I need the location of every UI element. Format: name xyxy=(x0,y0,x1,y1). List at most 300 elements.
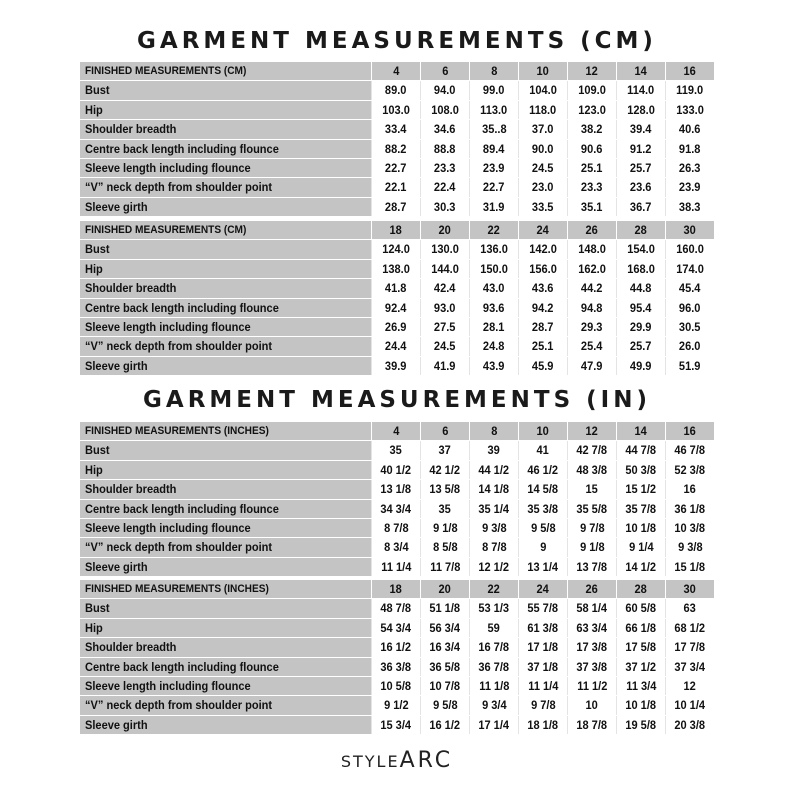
measurement-label xyxy=(80,519,371,537)
measurement-value-text: 9 7/8 xyxy=(530,698,556,713)
size-header-12 xyxy=(567,62,616,80)
size-header-text: 20 xyxy=(438,223,452,237)
measurement-label-text: Bust xyxy=(85,83,110,98)
measurement-value xyxy=(469,599,518,617)
measurement-label-text: Shoulder breadth xyxy=(85,281,177,296)
table-row xyxy=(80,519,714,538)
measurement-value-text: 12 1/2 xyxy=(478,559,510,574)
measurement-value-text: 9 1/8 xyxy=(432,520,458,535)
measurement-label-text: “V” neck depth from shoulder point xyxy=(85,339,273,354)
measurement-value-text: 41 xyxy=(536,443,550,458)
measurement-value-text: 22.7 xyxy=(385,160,407,175)
measurement-label xyxy=(80,558,371,576)
measurement-value xyxy=(371,696,420,714)
measurement-value xyxy=(469,101,518,119)
measurement-label-text: Sleeve length including flounce xyxy=(85,678,251,693)
measurement-value-text: 43.0 xyxy=(483,281,505,296)
measurement-label xyxy=(80,159,371,177)
measurement-value xyxy=(371,441,420,459)
measurement-label-text: Hip xyxy=(85,102,103,117)
table-row xyxy=(80,638,714,657)
table-row xyxy=(80,101,714,120)
size-header-18 xyxy=(371,221,420,239)
measurement-value xyxy=(616,159,665,177)
size-header-4 xyxy=(371,62,420,80)
measurement-value xyxy=(420,159,469,177)
measurement-value-text: 10 7/8 xyxy=(429,678,461,693)
measurement-value-text: 10 1/8 xyxy=(625,698,657,713)
measurement-value-text: 39.4 xyxy=(630,122,652,137)
measurement-label xyxy=(80,677,371,695)
measurement-value xyxy=(420,519,469,537)
measurement-value xyxy=(567,519,616,537)
measurement-value-text: 13 1/8 xyxy=(380,482,412,497)
measurement-value-text: 94.0 xyxy=(434,83,456,98)
measurement-label-text: Centre back length including flounce xyxy=(85,141,279,156)
measurement-value-text: 28.7 xyxy=(385,199,407,214)
measurement-value xyxy=(665,240,714,258)
measurement-label xyxy=(80,120,371,138)
measurement-value-text: 29.9 xyxy=(630,319,652,334)
measurement-value xyxy=(420,198,469,216)
size-header-text: 12 xyxy=(585,424,599,438)
measurement-label xyxy=(80,599,371,617)
measurement-value-text: 22.7 xyxy=(483,180,505,195)
measurement-value-text: 15 1/8 xyxy=(674,559,706,574)
measurement-value xyxy=(567,441,616,459)
header-label xyxy=(80,580,371,598)
measurement-value-text: 90.0 xyxy=(532,141,554,156)
measurement-value-text: 36.7 xyxy=(630,199,652,214)
size-header-text: 12 xyxy=(585,64,599,78)
measurement-label-text: “V” neck depth from shoulder point xyxy=(85,180,273,195)
measurement-value-text: 17 1/4 xyxy=(478,717,510,732)
measurement-label-text: Hip xyxy=(85,620,103,635)
measurement-value-text: 138.0 xyxy=(382,261,410,276)
measurement-value-text: 119.0 xyxy=(676,83,704,98)
table-row xyxy=(80,696,714,715)
measurement-value xyxy=(665,538,714,556)
table-row xyxy=(80,480,714,499)
measurement-value xyxy=(371,677,420,695)
measurement-value-text: 113.0 xyxy=(480,102,508,117)
measurement-value xyxy=(665,299,714,317)
measurement-value xyxy=(420,140,469,158)
measurement-value-text: 44 7/8 xyxy=(625,443,657,458)
measurement-value xyxy=(665,500,714,518)
measurement-value-text: 9 1/4 xyxy=(628,540,654,555)
header-label xyxy=(80,221,371,239)
measurement-label-text: Shoulder breadth xyxy=(85,122,177,137)
measurement-label-text: Shoulder breadth xyxy=(85,482,177,497)
measurement-value-text: 40 1/2 xyxy=(380,462,412,477)
measurement-label xyxy=(80,461,371,479)
measurement-value xyxy=(665,519,714,537)
measurement-value-text: 39.9 xyxy=(385,358,407,373)
measurement-value xyxy=(420,279,469,297)
table-row xyxy=(80,599,714,618)
measurement-value-text: 16 1/2 xyxy=(380,640,412,655)
size-header-text: 10 xyxy=(536,424,550,438)
measurement-value-text: 35.1 xyxy=(581,199,603,214)
measurement-value-text: 37 xyxy=(438,443,452,458)
measurement-value xyxy=(469,299,518,317)
size-header-text: 30 xyxy=(683,223,697,237)
measurement-value xyxy=(371,337,420,355)
style-arc-logo xyxy=(0,748,794,773)
measurement-value-text: 50 3/8 xyxy=(625,462,657,477)
measurement-value xyxy=(518,619,567,637)
measurement-value xyxy=(567,357,616,375)
measurement-value xyxy=(518,178,567,196)
measurement-label-text: Sleeve girth xyxy=(85,717,148,732)
measurement-value-text: 15 xyxy=(585,482,599,497)
size-header-text: 22 xyxy=(487,223,501,237)
measurement-value xyxy=(616,716,665,734)
measurement-value xyxy=(371,538,420,556)
measurement-value-text: 8 7/8 xyxy=(383,520,409,535)
measurement-value xyxy=(616,500,665,518)
measurement-value xyxy=(371,357,420,375)
measurement-value-text: 10 1/4 xyxy=(674,698,706,713)
measurement-value xyxy=(616,696,665,714)
measurement-value xyxy=(567,619,616,637)
measurement-value-text: 43.9 xyxy=(483,358,505,373)
measurement-value-text: 53 1/3 xyxy=(478,601,510,616)
size-header-text: 16 xyxy=(683,424,697,438)
measurement-label xyxy=(80,716,371,734)
measurement-label-text: Sleeve girth xyxy=(85,358,148,373)
measurement-value xyxy=(518,159,567,177)
table-header-row xyxy=(80,221,714,240)
measurement-value xyxy=(567,658,616,676)
measurement-value-text: 133.0 xyxy=(676,102,704,117)
size-header-text: 14 xyxy=(634,424,648,438)
size-header-text: 18 xyxy=(389,223,403,237)
measurement-value-text: 30.3 xyxy=(434,199,456,214)
measurement-value-text: 44.2 xyxy=(581,281,603,296)
measurement-value-text: 37 1/8 xyxy=(527,659,559,674)
measurement-value-text: 95.4 xyxy=(630,300,652,315)
measurement-value-text: 9 5/8 xyxy=(530,520,556,535)
table-header-row xyxy=(80,422,714,441)
measurement-value-text: 11 1/8 xyxy=(478,678,510,693)
measurement-value-text: 15 3/4 xyxy=(380,717,412,732)
measurement-value-text: 36 7/8 xyxy=(478,659,510,674)
table-header-row xyxy=(80,580,714,599)
measurement-value-text: 25.1 xyxy=(532,339,554,354)
measurement-value-text: 34 3/4 xyxy=(380,501,412,516)
measurement-value xyxy=(420,677,469,695)
measurement-value-text: 35 7/8 xyxy=(625,501,657,516)
measurement-value-text: 28.1 xyxy=(483,319,505,334)
measurement-value-text: 16 3/4 xyxy=(429,640,461,655)
measurement-value xyxy=(420,260,469,278)
measurement-value xyxy=(665,638,714,656)
measurement-value xyxy=(567,677,616,695)
measurement-value xyxy=(567,716,616,734)
measurement-value xyxy=(567,558,616,576)
measurement-value xyxy=(420,538,469,556)
measurement-value-text: 68 1/2 xyxy=(674,620,706,635)
measurement-value xyxy=(469,260,518,278)
measurement-value-text: 20 3/8 xyxy=(674,717,706,732)
size-header-6 xyxy=(420,62,469,80)
measurement-value-text: 104.0 xyxy=(529,83,557,98)
measurement-value xyxy=(616,279,665,297)
size-header-text: 26 xyxy=(585,582,599,596)
measurement-value xyxy=(567,599,616,617)
measurement-value-text: 9 5/8 xyxy=(432,698,458,713)
measurement-value-text: 17 3/8 xyxy=(576,640,608,655)
table-row xyxy=(80,716,714,735)
measurement-value xyxy=(371,178,420,196)
measurement-label xyxy=(80,658,371,676)
measurement-value xyxy=(665,81,714,99)
measurement-value xyxy=(665,159,714,177)
measurement-value-text: 35..8 xyxy=(481,122,507,137)
measurement-value xyxy=(420,357,469,375)
measurement-value-text: 55 7/8 xyxy=(527,601,559,616)
measurement-value xyxy=(616,120,665,138)
size-header-30 xyxy=(665,221,714,239)
measurement-value xyxy=(371,318,420,336)
measurement-value-text: 142.0 xyxy=(529,242,557,257)
measurement-label xyxy=(80,198,371,216)
size-header-text: 10 xyxy=(536,64,550,78)
measurement-value-text: 11 3/4 xyxy=(625,678,657,693)
measurement-value xyxy=(518,357,567,375)
measurement-value-text: 91.2 xyxy=(630,141,652,156)
measurement-value xyxy=(371,658,420,676)
measurement-label xyxy=(80,441,371,459)
measurement-value-text: 16 7/8 xyxy=(478,640,510,655)
measurement-value-text: 35 xyxy=(438,501,452,516)
measurement-value-text: 91.8 xyxy=(679,141,701,156)
measurement-value-text: 38.3 xyxy=(679,199,701,214)
measurement-value xyxy=(469,159,518,177)
measurement-value-text: 130.0 xyxy=(431,242,459,257)
measurement-label xyxy=(80,81,371,99)
measurement-value-text: 9 3/8 xyxy=(481,520,507,535)
measurement-value xyxy=(567,240,616,258)
measurement-value-text: 37.0 xyxy=(532,122,554,137)
measurement-value xyxy=(616,357,665,375)
header-label-text: FINISHED MEASUREMENTS (CM) xyxy=(85,65,247,77)
measurement-value xyxy=(665,120,714,138)
measurement-value xyxy=(518,658,567,676)
measurement-value xyxy=(518,599,567,617)
measurement-value-text: 24.8 xyxy=(483,339,505,354)
measurement-value xyxy=(518,120,567,138)
measurement-value-text: 31.9 xyxy=(483,199,505,214)
measurement-value-text: 17 7/8 xyxy=(674,640,706,655)
size-header-text: 6 xyxy=(441,424,449,438)
measurement-label xyxy=(80,538,371,556)
measurement-value-text: 25.7 xyxy=(630,160,652,175)
measurement-value xyxy=(469,120,518,138)
measurement-label-text: Sleeve length including flounce xyxy=(85,520,251,535)
measurement-value-text: 17 1/8 xyxy=(527,640,559,655)
measurement-value xyxy=(665,101,714,119)
measurement-value-text: 160.0 xyxy=(676,242,704,257)
measurement-value-text: 93.0 xyxy=(434,300,456,315)
measurement-value xyxy=(371,240,420,258)
table-row xyxy=(80,677,714,696)
size-header-text: 8 xyxy=(490,64,498,78)
measurement-value xyxy=(616,178,665,196)
measurement-label xyxy=(80,318,371,336)
measurement-value xyxy=(371,599,420,617)
measurement-value xyxy=(371,716,420,734)
measurement-label xyxy=(80,696,371,714)
measurement-label xyxy=(80,101,371,119)
measurement-value xyxy=(420,716,469,734)
measurement-table-in-small xyxy=(80,422,714,577)
measurement-value xyxy=(518,461,567,479)
measurement-table-cm-large xyxy=(80,221,714,376)
measurement-value-text: 18 1/8 xyxy=(527,717,559,732)
table-row xyxy=(80,260,714,279)
measurement-value xyxy=(665,441,714,459)
measurement-value xyxy=(371,480,420,498)
measurement-value-text: 89.0 xyxy=(385,83,407,98)
measurement-value xyxy=(371,638,420,656)
measurement-value xyxy=(371,519,420,537)
measurement-value xyxy=(518,480,567,498)
measurement-label-text: Hip xyxy=(85,261,103,276)
measurement-value-text: 14 1/8 xyxy=(478,482,510,497)
measurement-value xyxy=(469,279,518,297)
measurement-label-text: Centre back length including flounce xyxy=(85,501,279,516)
measurement-value-text: 23.0 xyxy=(532,180,554,195)
table-row xyxy=(80,120,714,139)
measurement-label-text: Centre back length including flounce xyxy=(85,300,279,315)
measurement-value-text: 11 1/4 xyxy=(527,678,559,693)
table-row xyxy=(80,159,714,178)
measurement-value xyxy=(665,337,714,355)
measurement-value xyxy=(616,441,665,459)
measurement-value-text: 15 1/2 xyxy=(625,482,657,497)
measurement-value-text: 92.4 xyxy=(385,300,407,315)
measurement-label xyxy=(80,240,371,258)
measurement-value-text: 54 3/4 xyxy=(380,620,412,635)
measurement-value-text: 24.4 xyxy=(385,339,407,354)
table-row xyxy=(80,198,714,217)
measurement-label xyxy=(80,500,371,518)
measurement-value-text: 89.4 xyxy=(483,141,505,156)
measurement-value xyxy=(371,260,420,278)
table-row xyxy=(80,299,714,318)
measurement-value-text: 118.0 xyxy=(529,102,557,117)
measurement-value xyxy=(616,240,665,258)
measurement-value xyxy=(567,101,616,119)
measurement-value xyxy=(665,357,714,375)
measurement-value xyxy=(616,619,665,637)
measurement-value-text: 39 xyxy=(487,443,501,458)
measurement-value-text: 9 3/8 xyxy=(677,540,703,555)
size-header-10 xyxy=(518,422,567,440)
measurement-value-text: 17 5/8 xyxy=(625,640,657,655)
measurement-value xyxy=(616,538,665,556)
measurement-value-text: 43.6 xyxy=(532,281,554,296)
measurement-value-text: 93.6 xyxy=(483,300,505,315)
measurement-value xyxy=(420,81,469,99)
size-header-22 xyxy=(469,221,518,239)
measurement-value-text: 9 xyxy=(539,540,547,555)
measurement-value xyxy=(665,260,714,278)
measurement-value xyxy=(420,500,469,518)
measurement-value xyxy=(616,101,665,119)
size-header-28 xyxy=(616,221,665,239)
measurement-value xyxy=(371,101,420,119)
measurement-value xyxy=(371,120,420,138)
measurement-value xyxy=(518,500,567,518)
table-row xyxy=(80,538,714,557)
measurement-value xyxy=(567,159,616,177)
measurement-value xyxy=(469,696,518,714)
section-title-cm: GARMENT MEASUREMENTS (CM) xyxy=(137,28,657,54)
measurement-value-text: 168.0 xyxy=(627,261,655,276)
measurement-value xyxy=(518,318,567,336)
section-title-in: GARMENT MEASUREMENTS (IN) xyxy=(143,387,651,413)
measurement-value xyxy=(567,500,616,518)
measurement-value-text: 63 3/4 xyxy=(576,620,608,635)
measurement-value-text: 88.2 xyxy=(385,141,407,156)
measurement-value xyxy=(567,318,616,336)
measurement-value xyxy=(469,558,518,576)
measurement-value-text: 11 1/2 xyxy=(576,678,608,693)
measurement-value-text: 49.9 xyxy=(630,358,652,373)
size-header-16 xyxy=(665,62,714,80)
measurement-label-text: “V” neck depth from shoulder point xyxy=(85,698,273,713)
measurement-value-text: 23.6 xyxy=(630,180,652,195)
size-header-26 xyxy=(567,221,616,239)
measurement-value-text: 29.3 xyxy=(581,319,603,334)
measurement-value xyxy=(469,480,518,498)
measurement-value-text: 103.0 xyxy=(382,102,410,117)
measurement-value xyxy=(469,337,518,355)
measurement-value-text: 36 3/8 xyxy=(380,659,412,674)
size-header-18 xyxy=(371,580,420,598)
measurement-value xyxy=(665,619,714,637)
measurement-value xyxy=(420,120,469,138)
size-header-text: 18 xyxy=(389,582,403,596)
measurement-value-text: 33.4 xyxy=(385,122,407,137)
measurement-value xyxy=(469,619,518,637)
measurement-value xyxy=(518,519,567,537)
measurement-value xyxy=(420,461,469,479)
measurement-value xyxy=(665,140,714,158)
measurement-label xyxy=(80,279,371,297)
measurement-value xyxy=(371,500,420,518)
size-header-12 xyxy=(567,422,616,440)
measurement-value xyxy=(665,198,714,216)
size-header-10 xyxy=(518,62,567,80)
measurement-value xyxy=(616,260,665,278)
measurement-value-text: 66 1/8 xyxy=(625,620,657,635)
measurement-value-text: 23.9 xyxy=(483,160,505,175)
measurement-value xyxy=(518,696,567,714)
size-header-26 xyxy=(567,580,616,598)
measurement-value-text: 37 3/8 xyxy=(576,659,608,674)
measurement-value xyxy=(567,638,616,656)
table-row xyxy=(80,558,714,577)
measurement-value-text: 22.4 xyxy=(434,180,456,195)
measurement-value-text: 35 5/8 xyxy=(576,501,608,516)
measurement-value xyxy=(420,240,469,258)
measurement-value-text: 27.5 xyxy=(434,319,456,334)
